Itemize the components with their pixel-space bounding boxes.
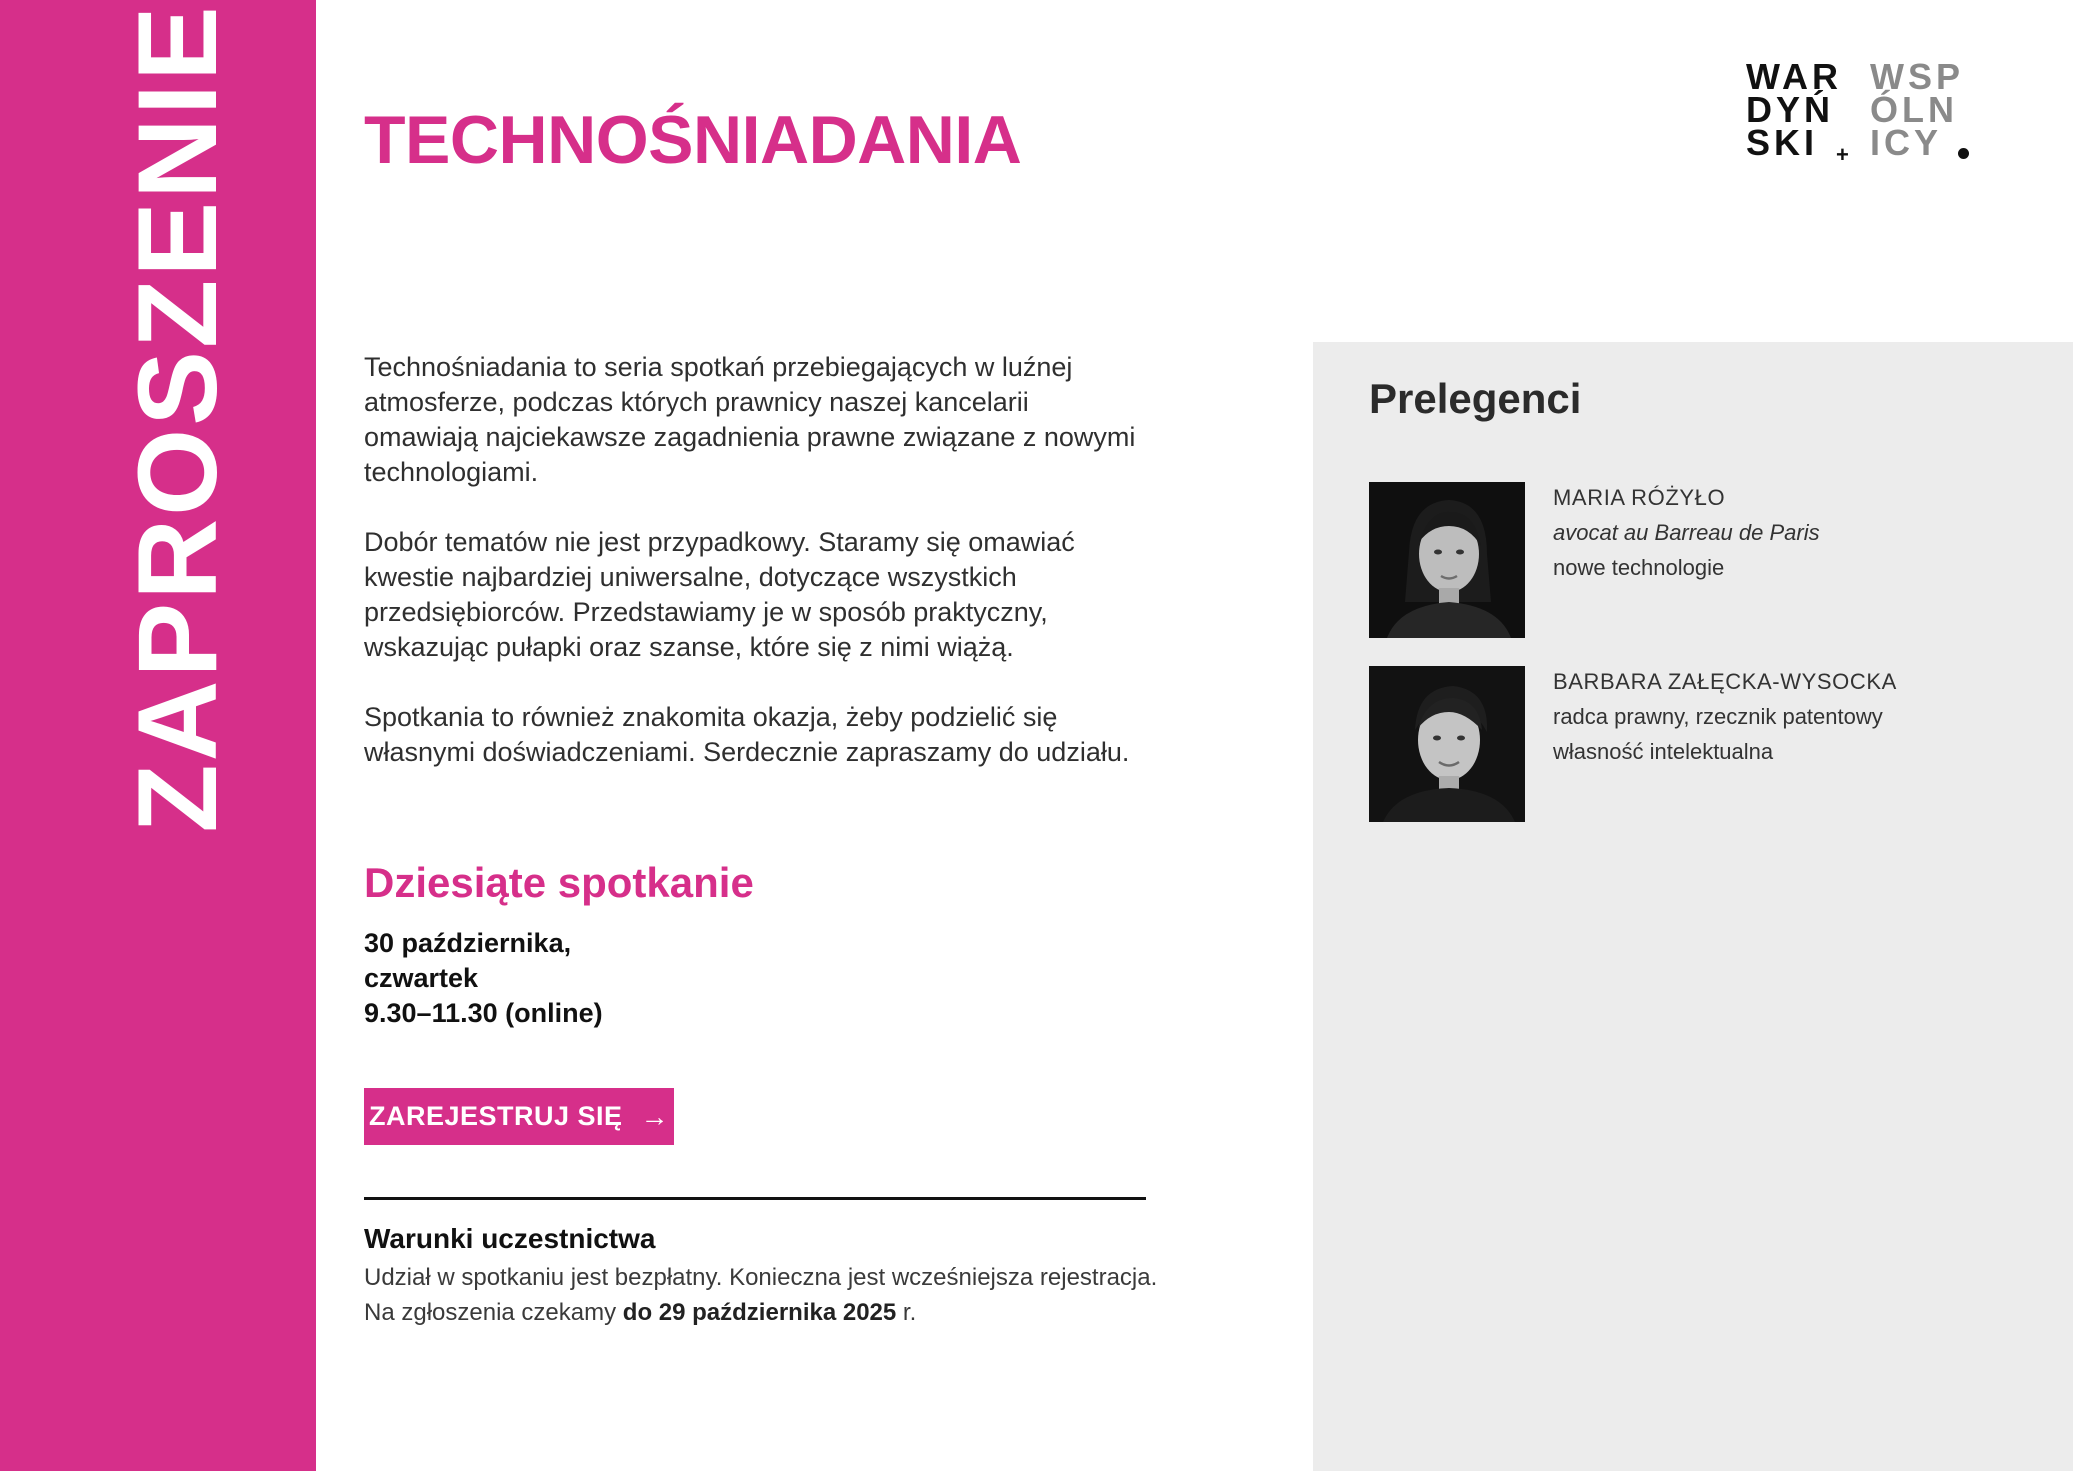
speaker-area: nowe technologie (1553, 555, 1725, 580)
speaker-name: BARBARA ZAŁĘCKA-WYSOCKA (1553, 669, 1897, 694)
banner-text: ZAPROSZENIE (115, 3, 240, 833)
conditions-text-start: Udział w spotkaniu jest bezpłatny. Konieczna jest wcześniejsza rejestracja. Na zgłoszenia czekamy (364, 1264, 1158, 1326)
conditions-text (364, 1260, 1164, 1330)
side-banner (0, 0, 316, 1471)
speaker-photo (1369, 666, 1525, 822)
logo-right-column (1870, 56, 1965, 163)
logo-text: SKI (1746, 122, 1819, 163)
speaker-info (1553, 664, 1897, 769)
speaker-photo (1369, 482, 1525, 638)
speaker-info (1553, 480, 1820, 585)
topics-paragraph: Dobór tematów nie jest przypadkowy. Staramy się omawiać kwestie najbardziej uniwersalne, dotyczące wszystkich przedsiębiorców. Przedstawiamy je w sposób praktyczny, wskazując pułapki oraz szanse, które się z nimi wiążą. (364, 527, 1075, 662)
divider (364, 1197, 1146, 1200)
speaker-role: avocat au Barreau de Paris (1553, 520, 1820, 545)
speaker-area: własność intelektualna (1553, 739, 1774, 764)
logo-plus: + (1836, 142, 1849, 167)
logo-text: ÓLN (1870, 89, 1958, 130)
logo-text: WSP (1870, 56, 1965, 97)
logo-text: WAR (1746, 56, 1842, 97)
conditions-title: Warunki uczestnictwa (364, 1223, 656, 1254)
page-title: TECHNOŚNIADANIA (364, 102, 1022, 178)
speakers-panel (1313, 342, 2073, 1471)
speaker-role: radca prawny, rzecznik patentowy (1553, 704, 1883, 729)
meeting-time: 9.30–11.30 (online) (364, 998, 603, 1028)
speakers-heading: Prelegenci (1369, 375, 1582, 422)
invitation-paragraph: Spotkania to również znakomita okazja, żeby podzielić się własnymi doświadczeniami. Serdecznie zapraszamy do udziału. (364, 702, 1130, 767)
logo-text: ICY (1870, 122, 1943, 163)
company-logo (1746, 56, 1976, 172)
register-button-label: ZAREJESTRUJ SIĘ (368, 1101, 623, 1131)
speaker-name: MARIA RÓŻYŁO (1553, 485, 1726, 510)
meeting-date: 30 października, (364, 928, 572, 958)
logo-dot (1958, 148, 1969, 159)
arrow-right-icon: → (640, 1100, 670, 1132)
register-button[interactable] (364, 1088, 674, 1145)
conditions-deadline: do 29 października 2025 (622, 1299, 897, 1326)
logo-left-column (1746, 56, 1842, 163)
meeting-title: Dziesiąte spotkanie (364, 859, 754, 906)
intro-paragraph: Technośniadania to seria spotkań przebiegających w luźnej atmosferze, podczas których prawnicy naszej kancelarii omawiają najciekawsze zagadnienia prawne związane z nowymi technologiami. (364, 352, 1136, 487)
logo-text: DYŃ (1746, 89, 1835, 130)
meeting-day: czwartek (364, 963, 479, 993)
conditions-text-end: r. (896, 1299, 917, 1326)
